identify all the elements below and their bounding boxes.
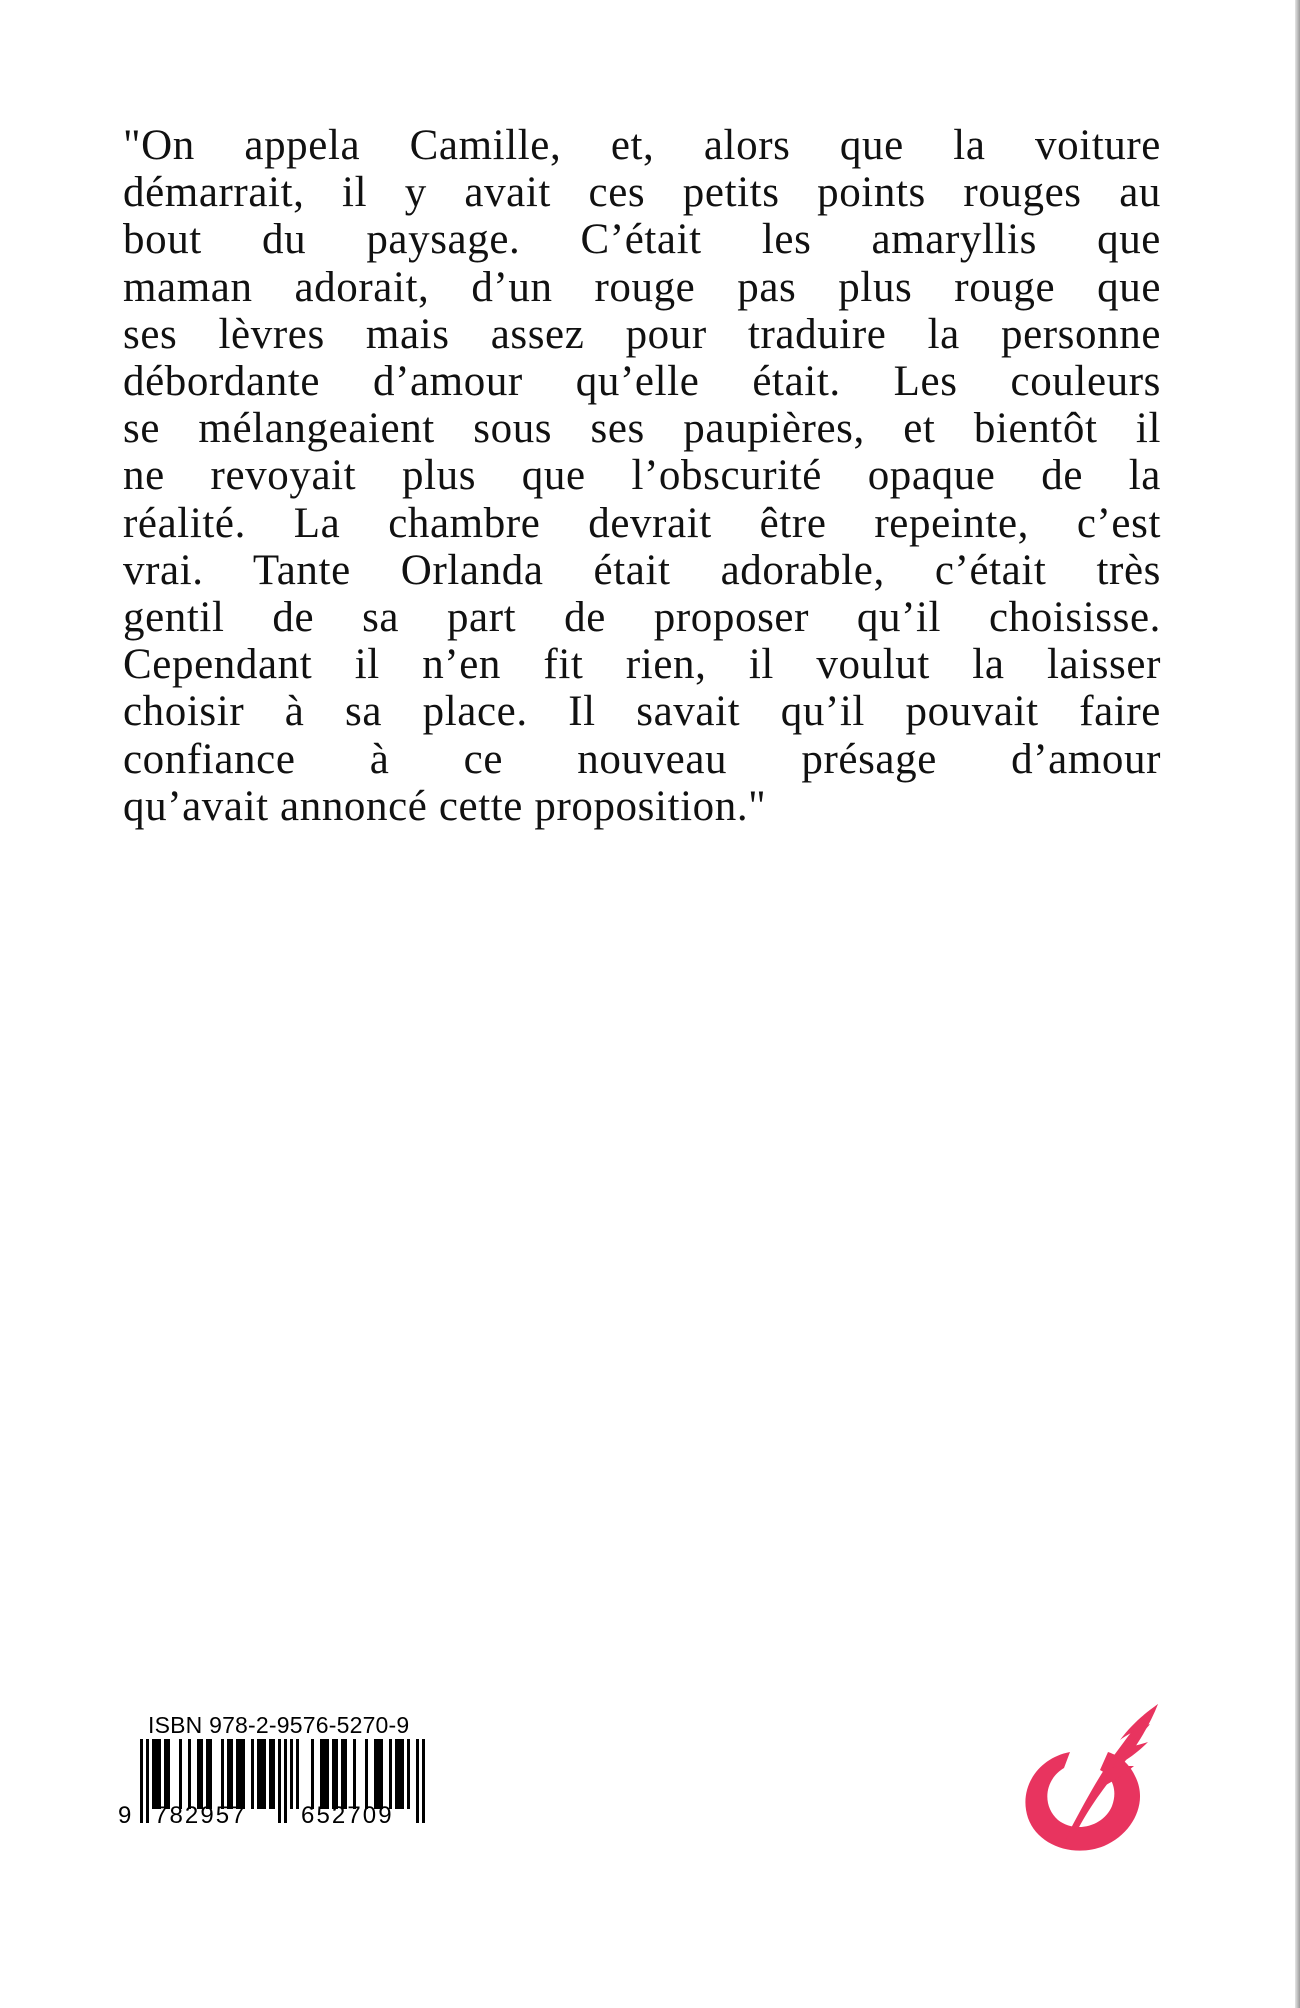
barcode-bar: [380, 1739, 383, 1809]
barcode-bar: [377, 1739, 380, 1809]
isbn-label: ISBN 978-2-9576-5270-9: [148, 1712, 410, 1738]
barcode-bar: [197, 1739, 200, 1809]
barcode-guard-bar: [146, 1739, 149, 1823]
barcode-bar: [407, 1739, 410, 1809]
barcode-bar: [353, 1739, 356, 1809]
barcode-bar: [332, 1739, 335, 1809]
barcode-bar: [344, 1739, 347, 1809]
blurb-line: gentil de sa part de proposer qu’il choisisse.: [123, 594, 1161, 642]
barcode-bar: [230, 1739, 233, 1809]
barcode-bar: [227, 1739, 230, 1809]
blurb-line: débordante d’amour qu’elle était. Les couleurs: [123, 358, 1161, 406]
barcode-bar: [155, 1739, 158, 1809]
barcode-bar: [167, 1739, 170, 1809]
barcode-bar: [326, 1739, 329, 1809]
barcode-digit-first: 9: [118, 1802, 134, 1829]
blurb-line: maman adorait, d’un rouge pas plus rouge que: [123, 263, 1161, 311]
blurb-line: "On appela Camille, et, alors que la voiture: [123, 122, 1161, 169]
barcode-bar: [341, 1739, 344, 1809]
barcode-bar: [158, 1739, 161, 1809]
barcode-bar: [398, 1739, 401, 1809]
barcode-bar: [164, 1739, 167, 1809]
barcode-bar: [395, 1739, 398, 1809]
barcode-bar: [251, 1739, 254, 1809]
blurb-line: vrai. Tante Orlanda était adorable, c’était très: [123, 546, 1161, 594]
quill-feather-icon: [1008, 1700, 1168, 1860]
barcode-digits-left: 782957: [154, 1802, 247, 1829]
barcode-bar: [323, 1739, 326, 1809]
blurb-line: Cependant il n’en fit rien, il voulut la laisser: [123, 641, 1161, 689]
barcode-guard-bar: [278, 1739, 281, 1823]
barcode-bar: [296, 1739, 299, 1809]
back-cover-blurb: [123, 122, 1161, 830]
barcode-bar: [272, 1739, 275, 1809]
barcode-bar: [374, 1739, 377, 1809]
cover-edge-shadow: [1295, 0, 1300, 2008]
blurb-line: ses lèvres mais assez pour traduire la personne: [123, 310, 1161, 358]
barcode-bar: [206, 1739, 209, 1809]
barcode-bar: [200, 1739, 203, 1809]
barcode-guard-bar: [416, 1739, 419, 1823]
blurb-line: démarrait, il y avait ces petits points rouges au: [123, 169, 1161, 217]
blurb-line: réalité. La chambre devrait être repeinte, c’est: [123, 499, 1161, 547]
barcode-bar: [260, 1739, 263, 1809]
barcode-bar: [239, 1739, 242, 1809]
barcode-bar: [389, 1739, 392, 1809]
blurb-line: qu’avait annoncé cette proposition.": [123, 782, 767, 830]
barcode-bar: [290, 1739, 293, 1809]
barcode-bar: [365, 1739, 368, 1809]
barcode-bar: [401, 1739, 404, 1809]
barcode-bar: [242, 1739, 245, 1809]
barcode-guard-bar: [140, 1739, 143, 1823]
barcode-bar: [221, 1739, 224, 1809]
barcode-guard-bar: [422, 1739, 425, 1823]
barcode-digits-right: 652709: [301, 1802, 394, 1829]
barcode-bar: [257, 1739, 260, 1809]
logo-feather-highlight: [1064, 1756, 1092, 1802]
barcode-guard-bar: [284, 1739, 287, 1823]
blurb-line: choisir à sa place. Il savait qu’il pouvait faire: [123, 688, 1161, 736]
barcode-bar: [152, 1739, 155, 1809]
isbn-barcode: [118, 1712, 458, 1829]
barcode-bar: [320, 1739, 323, 1809]
barcode-bar: [188, 1739, 191, 1809]
barcode-bar: [179, 1739, 182, 1809]
blurb-line: confiance à ce nouveau présage d’amour: [123, 735, 1161, 783]
barcode-bar: [236, 1739, 239, 1809]
barcode-bar: [269, 1739, 272, 1809]
blurb-line: se mélangeaient sous ses paupières, et bientôt il: [123, 405, 1161, 453]
barcode-bar: [335, 1739, 338, 1809]
blurb-line: bout du paysage. C’était les amaryllis que: [123, 216, 1161, 264]
blurb-line: ne revoyait plus que l’obscurité opaque de la: [123, 452, 1161, 500]
barcode-bar: [263, 1739, 266, 1809]
barcode-bar: [209, 1739, 212, 1809]
barcode-bar: [311, 1739, 314, 1809]
